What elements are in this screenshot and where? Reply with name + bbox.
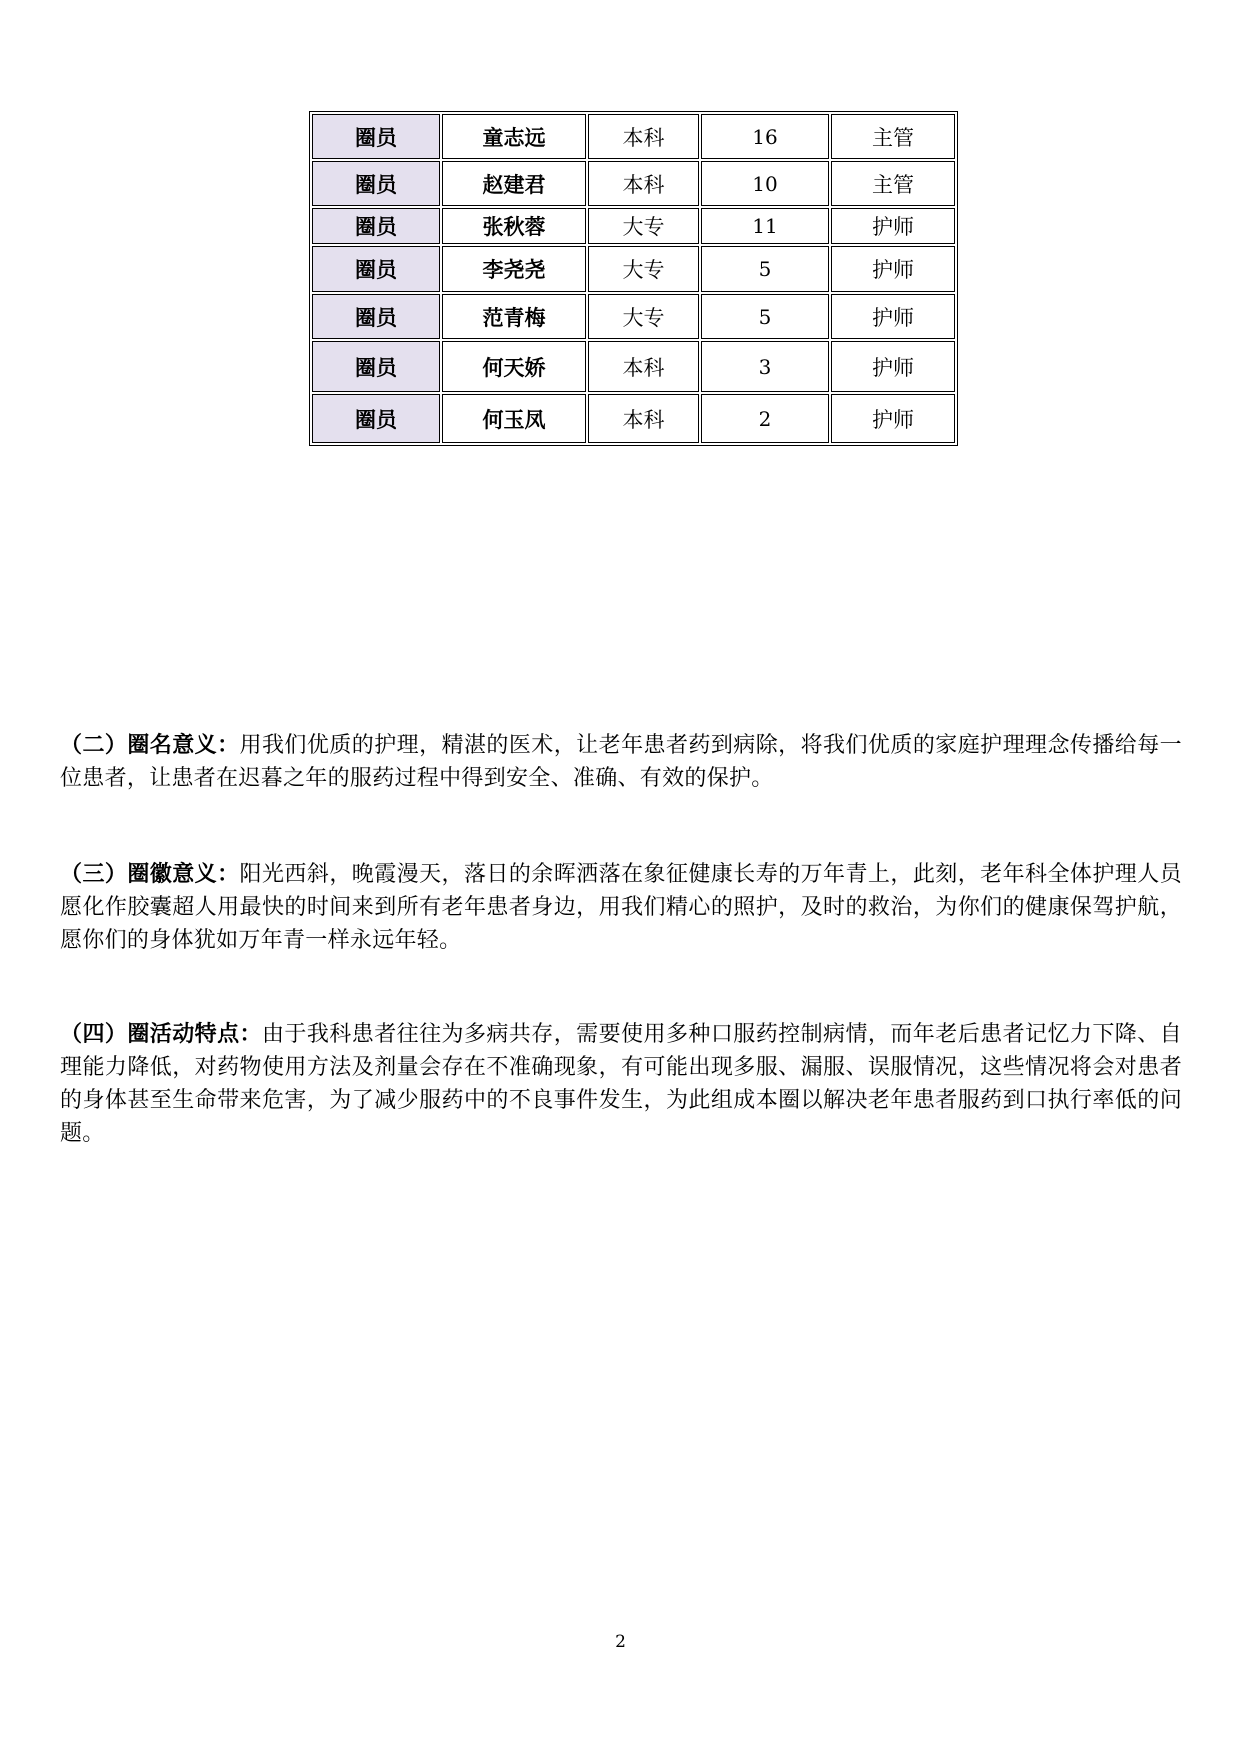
section-number: （二） <box>60 733 128 758</box>
section-number: （三） <box>60 862 128 887</box>
role-cell: 圈员 <box>312 208 440 244</box>
name-cell: 童志远 <box>442 114 586 159</box>
role-cell: 圈员 <box>312 341 440 392</box>
table-row <box>312 161 955 206</box>
education-cell: 本科 <box>588 341 699 392</box>
title-cell: 护师 <box>831 341 955 392</box>
years-cell: 10 <box>701 161 829 206</box>
education-cell: 大专 <box>588 208 699 244</box>
years-cell: 3 <box>701 341 829 392</box>
education-cell: 大专 <box>588 294 699 339</box>
section-heading: 圈徽意义： <box>127 862 240 887</box>
member-table <box>309 111 958 446</box>
section-meaning-of-name <box>60 729 1182 795</box>
role-cell: 圈员 <box>312 114 440 159</box>
role-cell: 圈员 <box>312 294 440 339</box>
education-cell: 本科 <box>588 394 699 443</box>
name-cell: 张秋蓉 <box>442 208 586 244</box>
section-number: （四） <box>60 1022 128 1047</box>
years-cell: 11 <box>701 208 829 244</box>
years-cell: 5 <box>701 294 829 339</box>
education-cell: 本科 <box>588 161 699 206</box>
title-cell: 护师 <box>831 394 955 443</box>
role-cell: 圈员 <box>312 246 440 292</box>
section-heading: 圈名意义： <box>127 733 240 758</box>
table-row <box>312 246 955 292</box>
page-number: 2 <box>615 1632 626 1652</box>
title-cell: 护师 <box>831 208 955 244</box>
role-cell: 圈员 <box>312 161 440 206</box>
years-cell: 5 <box>701 246 829 292</box>
table-row <box>312 208 955 244</box>
name-cell: 范青梅 <box>442 294 586 339</box>
years-cell: 16 <box>701 114 829 159</box>
name-cell: 李尧尧 <box>442 246 586 292</box>
section-activity-features <box>60 1018 1182 1150</box>
title-cell: 主管 <box>831 161 955 206</box>
name-cell: 何天娇 <box>442 341 586 392</box>
section-meaning-of-emblem <box>60 858 1182 957</box>
table-row <box>312 294 955 339</box>
table-row <box>312 394 955 443</box>
role-cell: 圈员 <box>312 394 440 443</box>
title-cell: 主管 <box>831 114 955 159</box>
education-cell: 本科 <box>588 114 699 159</box>
name-cell: 赵建君 <box>442 161 586 206</box>
section-body: 用我们优质的护理，精湛的医术，让老年患者药到病除，将我们优质的家庭护理理念传播给每一位患者，让患者在迟暮之年的服药过程中得到安全、准确、有效的保护。 <box>60 733 1182 791</box>
table-row <box>312 341 955 392</box>
section-body: 阳光西斜，晚霞漫天，落日的余晖洒落在象征健康长寿的万年青上，此刻，老年科全体护理人员愿化作胶囊超人用最快的时间来到所有老年患者身边，用我们精心的照护，及时的救治，为你们的健康保驾护航，愿你们的身体犹如万年青一样永远年轻。 <box>60 862 1182 953</box>
years-cell: 2 <box>701 394 829 443</box>
section-body: 由于我科患者往往为多病共存，需要使用多种口服药控制病情，而年老后患者记忆力下降、自理能力降低，对药物使用方法及剂量会存在不准确现象，有可能出现多服、漏服、误服情况，这些情况将会对患者的身体甚至生命带来危害，为了减少服药中的不良事件发生，为此组成本圈以解决老年患者服药到口执行率低的问题。 <box>60 1022 1182 1146</box>
title-cell: 护师 <box>831 246 955 292</box>
title-cell: 护师 <box>831 294 955 339</box>
section-heading: 圈活动特点： <box>127 1022 262 1047</box>
table-row <box>312 114 955 159</box>
name-cell: 何玉凤 <box>442 394 586 443</box>
education-cell: 大专 <box>588 246 699 292</box>
